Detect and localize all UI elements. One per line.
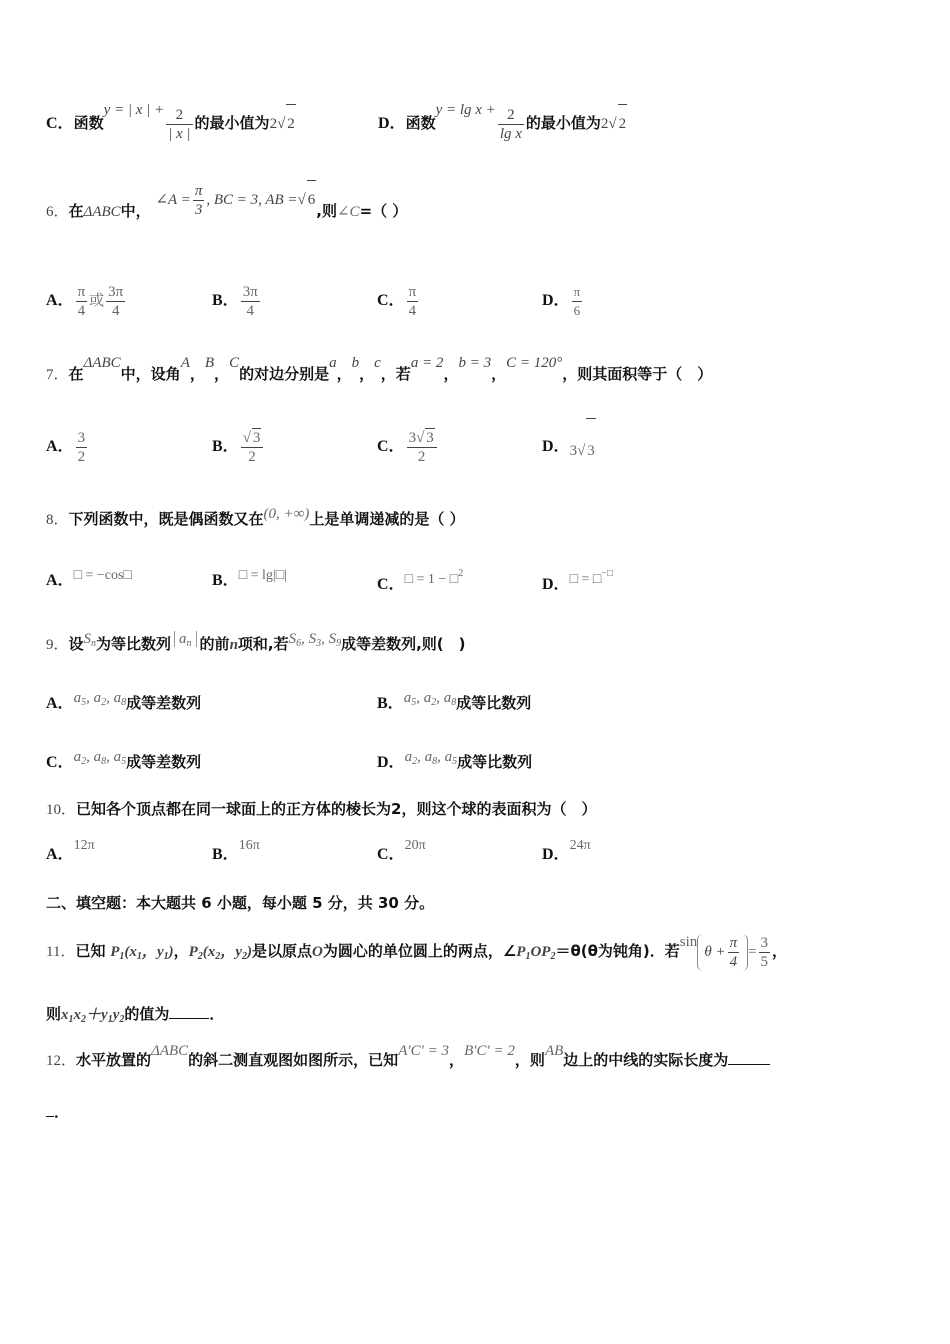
answer-blank[interactable] <box>169 1018 209 1019</box>
q10-option-d <box>542 838 591 872</box>
stem-text: 则 <box>46 1005 62 1023</box>
condition-a: a = 2 <box>410 355 444 371</box>
math-expr: , BC = 3, AB = <box>206 192 298 208</box>
s-n: $S_n$ <box>83 631 97 649</box>
stem-text: =（ ） <box>359 202 408 220</box>
option-label: C． <box>377 846 405 863</box>
math-value: 2 <box>269 116 278 132</box>
fraction: $\frac{\pi}{3}$ <box>194 182 203 218</box>
option-label: C． <box>46 115 74 132</box>
sqrt-symbol: √ <box>608 116 617 132</box>
option-label: A． <box>46 572 74 589</box>
q10-option-c <box>377 838 426 872</box>
condition-bc: B′C′ = 2 <box>464 1043 515 1059</box>
stem-text: 的斜二测直观图如图所示，已知 <box>188 1051 399 1069</box>
stem-text: ，则其面积等于（ ） <box>562 365 713 383</box>
stem-text: 为圆心的单位圆上的两点，∠ <box>322 942 517 960</box>
q8-option-b <box>212 564 287 598</box>
question-number: 7． <box>46 367 69 383</box>
stem-text: 的前 <box>199 635 230 653</box>
stem-text: 在 <box>68 365 84 383</box>
q10-option-b <box>212 838 260 872</box>
q5-option-d <box>378 104 627 143</box>
triangle-name: ΔABC <box>151 1043 189 1059</box>
q10-stem <box>46 795 596 824</box>
sequence-terms: $a_5$, $a_2$, $a_8$ <box>403 690 457 708</box>
segment-ab: AB <box>544 1043 564 1059</box>
math-value: 3√ 3 <box>570 443 596 459</box>
sqrt-radicand: 2 <box>286 104 296 143</box>
stem-text: 在 <box>68 202 84 220</box>
stem-text: 为等比数列 <box>96 635 172 653</box>
separator: ， <box>173 942 189 960</box>
fraction: $\frac{3\pi}{4}$ <box>108 283 124 319</box>
fraction: $\frac{3}{5}$ <box>760 934 769 970</box>
q7-option-c <box>377 414 439 479</box>
stem-text: ． <box>209 1005 225 1023</box>
expression: $x_1x_2+y_1y_2$ <box>61 1005 125 1025</box>
math-value: 24π <box>569 838 591 853</box>
separator: ， <box>443 365 459 383</box>
question-number: 8． <box>46 512 69 528</box>
q7-option-a <box>46 414 89 479</box>
stem-text: 下列函数中，既是偶函数又在 <box>68 510 264 528</box>
q11-stem <box>46 920 787 988</box>
option-text: 成等差数列 <box>126 694 202 712</box>
math-value: 16π <box>238 838 260 853</box>
option-label: D． <box>542 846 570 863</box>
stem-text: ． <box>54 1103 70 1121</box>
separator: ， <box>214 365 230 383</box>
option-text: 成等差数列 <box>126 753 202 771</box>
separator: ， <box>189 365 205 383</box>
angle-a: A <box>180 355 190 371</box>
q9-option-a <box>46 687 201 725</box>
option-label: D． <box>377 754 405 771</box>
option-label: D． <box>542 438 570 455</box>
fraction: $\frac{\pi}{6}$ <box>573 283 581 318</box>
option-label: B． <box>377 695 404 712</box>
option-label: D． <box>378 115 406 132</box>
triangle-name: ΔABC <box>83 204 121 220</box>
math-value: 12π <box>73 838 95 853</box>
side-c: c <box>374 355 381 371</box>
stem-text: 是以原点 <box>251 942 312 960</box>
math-expr: ∠A = <box>155 192 191 208</box>
option-text: 成等比数列 <box>456 694 532 712</box>
math-expr: □ = −cos□ <box>73 568 132 583</box>
angle-b: B <box>204 355 215 371</box>
point-p2: $P_2(x_2$，$y_2$) <box>188 942 252 962</box>
fraction: $\frac{2}{\text{lg x}}$ <box>499 106 522 142</box>
angle-p1op2: $P_1OP_2$ <box>516 944 556 962</box>
question-number: 6． <box>46 204 69 220</box>
q9-option-c <box>46 746 201 784</box>
option-text: 函数 <box>73 114 104 132</box>
q6-option-d <box>542 270 584 331</box>
option-label: C． <box>377 576 405 593</box>
separator: ， <box>359 365 375 383</box>
question-number: 9． <box>46 637 69 653</box>
answer-blank-continued[interactable] <box>46 1116 54 1117</box>
stem-text: ,则 <box>316 202 337 220</box>
question-number: 10． <box>46 802 77 818</box>
q12-stem <box>46 1040 770 1081</box>
q8-option-d <box>542 564 613 602</box>
option-label: C． <box>377 292 405 309</box>
question-number: 11． <box>46 944 76 960</box>
separator: ， <box>336 365 352 383</box>
fraction: $\frac{3\pi}{4}$ <box>242 283 258 319</box>
separator: ， <box>491 365 507 383</box>
fraction: $\frac{2}{| x |}$ <box>168 106 191 142</box>
triangle-name: ΔABC <box>83 355 121 371</box>
fraction: $\frac{\pi}{4}$ <box>77 283 86 319</box>
option-label: B． <box>212 572 239 589</box>
q6-option-a <box>46 270 127 331</box>
q7-option-d <box>542 414 596 479</box>
q9-option-b <box>377 687 531 725</box>
q8-stem <box>46 503 465 536</box>
q9-option-d <box>377 746 532 784</box>
option-text: 的最小值为 <box>525 114 601 132</box>
option-label: A． <box>46 846 74 863</box>
stem-text: 已知 <box>75 942 106 960</box>
sequence-an: $a_n$ <box>174 631 197 647</box>
side-b: b <box>351 355 360 371</box>
condition-b: b = 3 <box>458 355 492 371</box>
math-expr: y = | x | + <box>103 102 165 118</box>
option-label: A． <box>46 695 74 712</box>
math-value: 2 <box>600 116 609 132</box>
section-title: 二、填空题：本大题共 6 小题，每小题 5 分，共 30 分。 <box>46 894 435 912</box>
option-text: 成等比数列 <box>457 753 533 771</box>
option-label: A． <box>46 438 74 455</box>
sequence-terms: $a_2$, $a_8$, $a_5$ <box>404 749 458 767</box>
stem-text: 已知各个顶点都在同一球面上的正方体的棱长为2，则这个球的表面积为（ ） <box>76 800 597 818</box>
stem-text: 的对边分别是 <box>239 365 330 383</box>
math-expr: = <box>748 944 757 960</box>
option-label: A． <box>46 292 74 309</box>
math-expr: ∠C <box>336 204 360 220</box>
separator: ， <box>449 1051 465 1069</box>
q5-option-c <box>46 104 296 143</box>
q9-stem <box>46 628 466 666</box>
q7-stem <box>46 354 712 395</box>
stem-text: ，若 <box>380 365 411 383</box>
sqrt-symbol: √ <box>277 116 286 132</box>
math-value: 20π <box>404 838 426 853</box>
math-expr: □ = lg|□| <box>238 568 287 583</box>
var-n: n <box>229 637 238 653</box>
option-text: 或 <box>89 291 105 309</box>
q8-option-a <box>46 564 132 598</box>
stem-text: 成等差数列,则( ) <box>341 635 466 653</box>
interval: (0, +∞) <box>263 506 310 522</box>
q8-option-c <box>377 564 463 602</box>
fraction: $\frac{3√ 3}{2}$ <box>407 428 437 466</box>
paren-group: θ + $\frac{\pi}{4}$ <box>697 934 748 971</box>
math-expr: y = lg x + <box>435 102 496 118</box>
condition-ac: A′C′ = 3 <box>398 1043 450 1059</box>
q11-line2 <box>46 1000 224 1034</box>
stem-text: 水平放置的 <box>76 1051 152 1069</box>
stem-text: 的值为 <box>124 1005 170 1023</box>
option-text: 函数 <box>405 114 436 132</box>
sqrt-symbol: √ <box>297 192 306 208</box>
stem-text: 中，设角 <box>120 365 181 383</box>
option-label: B． <box>212 846 239 863</box>
point-p1: $P_1(x_1$，$y_1$) <box>110 942 174 962</box>
option-label: B． <box>212 438 239 455</box>
q6-option-b <box>212 270 262 331</box>
condition-c: C = 120° <box>506 355 563 371</box>
stem-text: ， <box>772 942 788 960</box>
stem-text: 项和,若 <box>237 635 289 653</box>
angle-c: C <box>229 355 240 371</box>
q7-option-b <box>212 414 265 479</box>
option-label: B． <box>212 292 239 309</box>
option-label: D． <box>542 576 570 593</box>
option-label: D． <box>542 292 570 309</box>
question-number: 12． <box>46 1053 77 1069</box>
option-text: 的最小值为 <box>194 114 270 132</box>
stem-text: ＝θ(θ为钝角)．若 <box>555 942 680 960</box>
stem-text: 边上的中线的实际长度为 <box>563 1051 729 1069</box>
s6-s3-s9: $S_6$, $S_3$, $S_9$ <box>288 631 342 649</box>
fraction: $\frac{3}{2}$ <box>77 429 86 465</box>
sqrt-radicand: 6 <box>307 180 317 219</box>
option-label: C． <box>46 754 74 771</box>
fraction: $\frac{\pi}{4}$ <box>408 283 417 319</box>
q12-line2 <box>46 1098 69 1126</box>
stem-text: 上是单调递减的是（ ） <box>309 510 465 528</box>
option-label: C． <box>377 438 405 455</box>
q6-stem <box>46 182 408 231</box>
stem-text: ，则 <box>514 1051 545 1069</box>
stem-text: 中， <box>120 202 151 220</box>
answer-blank[interactable] <box>728 1064 770 1065</box>
stem-text: 设 <box>68 635 84 653</box>
sequence-terms: $a_2$, $a_8$, $a_5$ <box>73 749 127 767</box>
q10-option-a <box>46 838 95 872</box>
origin-o: O <box>312 944 323 960</box>
side-a: a <box>329 355 337 371</box>
fraction: $\frac{√ 3}{2}$ <box>241 428 264 466</box>
math-expr: □ = □−□ <box>569 568 614 587</box>
q6-option-c <box>377 270 420 331</box>
sqrt-radicand: 2 <box>618 104 628 143</box>
math-expr: □ = 1 − □$^2$ <box>404 568 464 587</box>
math-expr: sin <box>679 934 698 950</box>
sequence-terms: $a_5$, $a_2$, $a_8$ <box>73 690 127 708</box>
